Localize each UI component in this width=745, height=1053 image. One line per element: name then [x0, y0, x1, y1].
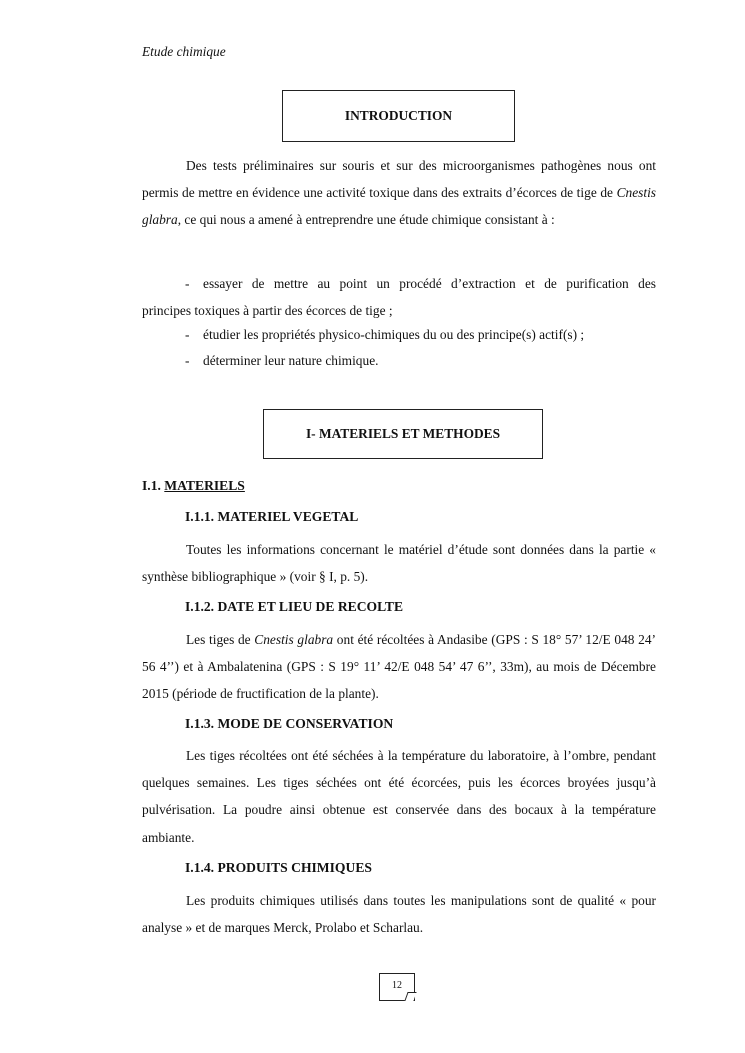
- bullet-item-2: [185, 321, 656, 348]
- subsection-title: MATERIELS: [164, 478, 245, 493]
- page-fold-corner: [404, 992, 416, 1001]
- bullet-text-1: essayer de mettre au point un procédé d’extraction et de purification des: [203, 276, 656, 291]
- bullet-dash: -: [185, 327, 190, 342]
- intro-paragraph: [142, 152, 656, 234]
- paragraph-mode-conservation: [142, 742, 656, 851]
- intro-text-a: Des tests préliminaires sur souris et sur des microorganismes pathogènes nous ont permis de mettre en évidence une activité toxique dans des extraits d’écorces de tige de: [142, 158, 656, 201]
- page-number-text: 12: [392, 980, 402, 991]
- recolte-text-a: Les tiges de: [186, 632, 255, 647]
- materiel-vegetal-text: Toutes les informations concernant le matériel d’étude sont données dans la partie « synthèse bibliographique » (voir § I, p. 5).: [142, 542, 656, 585]
- section-title-materiels-methodes: I- MATERIELS ET METHODES: [263, 409, 543, 459]
- paragraph-date-lieu-recolte: [142, 626, 656, 708]
- running-header: Etude chimique: [142, 44, 226, 59]
- produits-text: Les produits chimiques utilisés dans toutes les manipulations sont de qualité « pour analyse » et de marques Merck, Prolabo et Scharlau.: [142, 893, 656, 936]
- conservation-text: Les tiges récoltées ont été séchées à la température du laboratoire, à l’ombre, pendant quelques semaines. Les tiges séchées ont été écorcées, puis les écorces broyées jusqu’à pulvérisation. La poudre ainsi obtenue est conservée dans des bocaux à la température ambiante.: [142, 748, 656, 845]
- heading-mode-conservation: I.1.3. MODE DE CONSERVATION: [185, 716, 394, 731]
- heading-materiel-vegetal: I.1.1. MATERIEL VEGETAL: [185, 509, 359, 524]
- bullet-item-1: [185, 270, 656, 297]
- bullet-item-3: [185, 347, 656, 374]
- bullet-text-3: déterminer leur nature chimique.: [203, 353, 379, 368]
- species-name: Cnestis glabra: [142, 185, 656, 228]
- subsection-heading-materiels: [142, 478, 245, 494]
- heading-produits-chimiques: I.1.4. PRODUITS CHIMIQUES: [185, 860, 372, 875]
- heading-date-lieu-recolte: I.1.2. DATE ET LIEU DE RECOLTE: [185, 599, 404, 614]
- bullet-dash: -: [185, 276, 190, 291]
- bullet-text-2: étudier les propriétés physico-chimiques du ou des principe(s) actif(s) ;: [203, 327, 585, 342]
- paragraph-materiel-vegetal: [142, 536, 656, 590]
- recolte-text-b: ont été récoltées à Andasibe (GPS : S 18° 57’ 12/E 048 24’ 56 4’’) et à Ambalatenina (GPS : S 19° 11’ 42/E 048 54’ 47 6’’, 33m), au mois de Décembre 2015 (période de fructification de la plante).: [142, 632, 656, 702]
- page-number: [379, 973, 415, 1001]
- bullet-item-1-continuation: principes toxiques à partir des écorces de tige ;: [142, 303, 393, 318]
- intro-text-b: , ce qui nous a amené à entreprendre une étude chimique consistant à :: [177, 212, 555, 228]
- bullet-dash: -: [185, 353, 190, 368]
- subsection-number: I.1.: [142, 478, 161, 493]
- introduction-title: INTRODUCTION: [282, 90, 515, 142]
- species-name: Cnestis glabra: [254, 632, 334, 647]
- paragraph-produits-chimiques: [142, 887, 656, 941]
